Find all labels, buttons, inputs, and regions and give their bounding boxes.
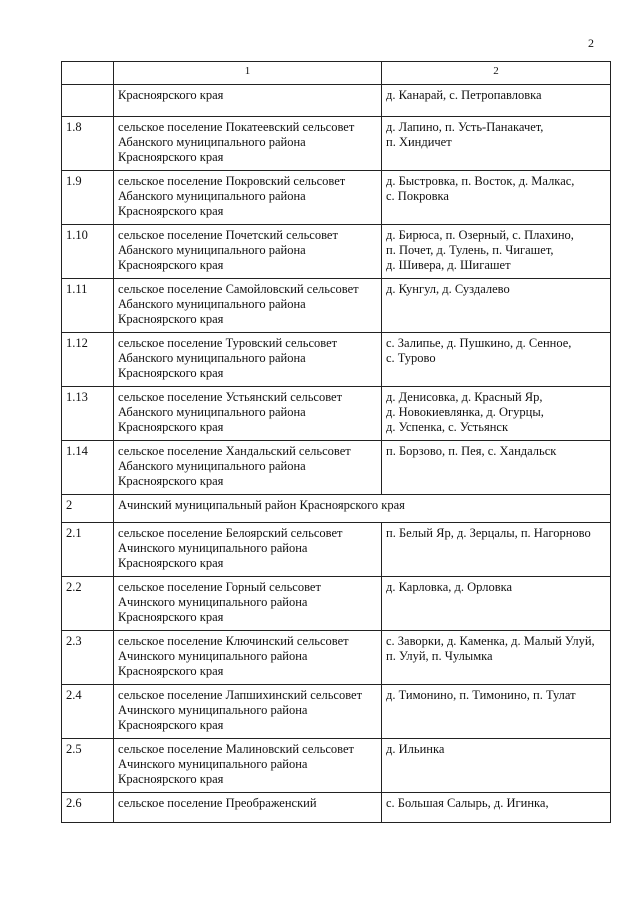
settlement-name-line: Абанского муниципального района (118, 459, 306, 473)
table-row (62, 387, 611, 441)
localities-cell (382, 333, 611, 387)
settlement-name-line: Красноярского края (118, 366, 224, 380)
table-row (62, 523, 611, 577)
localities-line: д. Успенка, с. Устьянск (386, 420, 509, 434)
row-number: 2.3 (62, 631, 114, 685)
localities-line: д. Бирюса, п. Озерный, с. Плахино, (386, 228, 574, 242)
settlement-name-line: Абанского муниципального района (118, 405, 306, 419)
table-section-row (62, 495, 611, 523)
settlement-name-line: Абанского муниципального района (118, 189, 306, 203)
settlement-name-line: Ачинского муниципального района (118, 541, 308, 555)
table-row (62, 793, 611, 823)
row-number: 2.5 (62, 739, 114, 793)
localities-cell (382, 523, 611, 577)
settlement-name-line: сельское поселение Малиновский сельсовет (118, 742, 355, 756)
settlement-name-cell (114, 85, 382, 117)
localities-line: п. Хиндичет (386, 135, 452, 149)
localities-cell (382, 85, 611, 117)
settlement-name-line: Красноярского края (118, 88, 224, 102)
table-row (62, 441, 611, 495)
row-number: 2.1 (62, 523, 114, 577)
row-number: 2 (62, 495, 114, 523)
settlement-name-line: Абанского муниципального района (118, 351, 306, 365)
row-number: 1.8 (62, 117, 114, 171)
settlement-name-cell (114, 333, 382, 387)
table-row (62, 333, 611, 387)
settlement-name-cell (114, 685, 382, 739)
localities-line: с. Турово (386, 351, 436, 365)
table-row (62, 171, 611, 225)
settlement-name-cell (114, 631, 382, 685)
section-title: Ачинский муниципальный район Красноярского края (114, 495, 611, 523)
row-number: 2.6 (62, 793, 114, 823)
settlement-name-line: сельское поселение Покровский сельсовет (118, 174, 346, 188)
localities-cell (382, 171, 611, 225)
settlement-name-line: Красноярского края (118, 150, 224, 164)
row-number (62, 85, 114, 117)
header-cell-name: 1 (114, 62, 382, 85)
localities-line: д. Канарай, с. Петропавловка (386, 88, 542, 102)
settlement-name-cell (114, 279, 382, 333)
row-number: 1.12 (62, 333, 114, 387)
localities-line: д. Лапино, п. Усть-Панакачет, (386, 120, 544, 134)
settlement-name-cell (114, 225, 382, 279)
settlement-name-cell (114, 739, 382, 793)
settlement-name-line: Красноярского края (118, 312, 224, 326)
table-row (62, 685, 611, 739)
localities-cell (382, 225, 611, 279)
header-cell-number (62, 62, 114, 85)
settlement-name-line: Красноярского края (118, 258, 224, 272)
settlement-name-cell (114, 441, 382, 495)
table-row (62, 577, 611, 631)
settlement-name-line: сельское поселение Ключинский сельсовет (118, 634, 349, 648)
settlement-name-line: Ачинского муниципального района (118, 649, 308, 663)
settlement-name-cell (114, 171, 382, 225)
row-number: 1.13 (62, 387, 114, 441)
row-number: 1.11 (62, 279, 114, 333)
localities-line: д. Быстровка, п. Восток, д. Малкас, (386, 174, 575, 188)
localities-line: с. Большая Салырь, д. Игинка, (386, 796, 549, 810)
header-cell-places: 2 (382, 62, 611, 85)
settlement-name-line: Красноярского края (118, 556, 224, 570)
settlement-name-line: сельское поселение Устьянский сельсовет (118, 390, 343, 404)
localities-line: д. Карловка, д. Орловка (386, 580, 513, 594)
settlement-name-line: Красноярского края (118, 420, 224, 434)
row-number: 1.9 (62, 171, 114, 225)
localities-cell (382, 739, 611, 793)
settlement-name-line: Красноярского края (118, 772, 224, 786)
localities-line: п. Борзово, п. Пея, с. Хандальск (386, 444, 557, 458)
settlement-name-line: сельское поселение Преображенский (118, 796, 317, 810)
settlement-name-line: Ачинского муниципального района (118, 595, 308, 609)
settlement-name-line: сельское поселение Горный сельсовет (118, 580, 321, 594)
settlement-name-cell (114, 523, 382, 577)
settlement-name-line: Абанского муниципального района (118, 243, 306, 257)
settlement-name-line: Красноярского края (118, 610, 224, 624)
localities-line: п. Почет, д. Тулень, п. Чигашет, (386, 243, 554, 257)
localities-line: д. Кунгул, д. Суздалево (386, 282, 510, 296)
table-row (62, 739, 611, 793)
settlement-name-line: сельское поселение Самойловский сельсовет (118, 282, 359, 296)
row-number: 1.10 (62, 225, 114, 279)
settlement-name-line: Красноярского края (118, 718, 224, 732)
settlement-name-line: Красноярского края (118, 664, 224, 678)
localities-cell (382, 577, 611, 631)
settlement-name-line: Абанского муниципального района (118, 135, 306, 149)
localities-cell (382, 631, 611, 685)
settlement-name-line: сельское поселение Хандальский сельсовет (118, 444, 351, 458)
row-number: 2.4 (62, 685, 114, 739)
localities-line: д. Денисовка, д. Красный Яр, (386, 390, 543, 404)
settlement-name-line: Ачинского муниципального района (118, 703, 308, 717)
settlement-name-line: сельское поселение Почетский сельсовет (118, 228, 338, 242)
localities-line: с. Залипье, д. Пушкино, д. Сенное, (386, 336, 572, 350)
localities-cell (382, 793, 611, 823)
localities-cell (382, 685, 611, 739)
settlement-name-line: Ачинского муниципального района (118, 757, 308, 771)
localities-cell (382, 279, 611, 333)
localities-line: д. Тимонино, п. Тимонино, п. Тулат (386, 688, 576, 702)
settlement-name-line: Красноярского края (118, 204, 224, 218)
table-header-row (62, 62, 611, 85)
table-row (62, 631, 611, 685)
municipalities-table (61, 61, 611, 823)
localities-line: д. Ильинка (386, 742, 445, 756)
table-row (62, 85, 611, 117)
settlement-name-line: Красноярского края (118, 474, 224, 488)
settlement-name-cell (114, 387, 382, 441)
localities-line: с. Покровка (386, 189, 449, 203)
localities-cell (382, 441, 611, 495)
table-row (62, 225, 611, 279)
settlement-name-line: сельское поселение Белоярский сельсовет (118, 526, 343, 540)
settlement-name-line: сельское поселение Туровский сельсовет (118, 336, 338, 350)
localities-cell (382, 117, 611, 171)
row-number: 2.2 (62, 577, 114, 631)
table-row (62, 117, 611, 171)
localities-line: с. Заворки, д. Каменка, д. Малый Улуй, (386, 634, 595, 648)
settlement-name-cell (114, 793, 382, 823)
settlement-name-line: Абанского муниципального района (118, 297, 306, 311)
localities-line: п. Улуй, п. Чулымка (386, 649, 493, 663)
row-number: 1.14 (62, 441, 114, 495)
settlement-name-cell (114, 577, 382, 631)
page-number: 2 (588, 36, 594, 50)
localities-line: п. Белый Яр, д. Зерцалы, п. Нагорново (386, 526, 591, 540)
table-row (62, 279, 611, 333)
localities-line: д. Новокиевлянка, д. Огурцы, (386, 405, 544, 419)
settlement-name-line: сельское поселение Лапшихинский сельсовет (118, 688, 363, 702)
localities-line: д. Шивера, д. Шигашет (386, 258, 511, 272)
settlement-name-line: сельское поселение Покатеевский сельсовет (118, 120, 355, 134)
localities-cell (382, 387, 611, 441)
settlement-name-cell (114, 117, 382, 171)
